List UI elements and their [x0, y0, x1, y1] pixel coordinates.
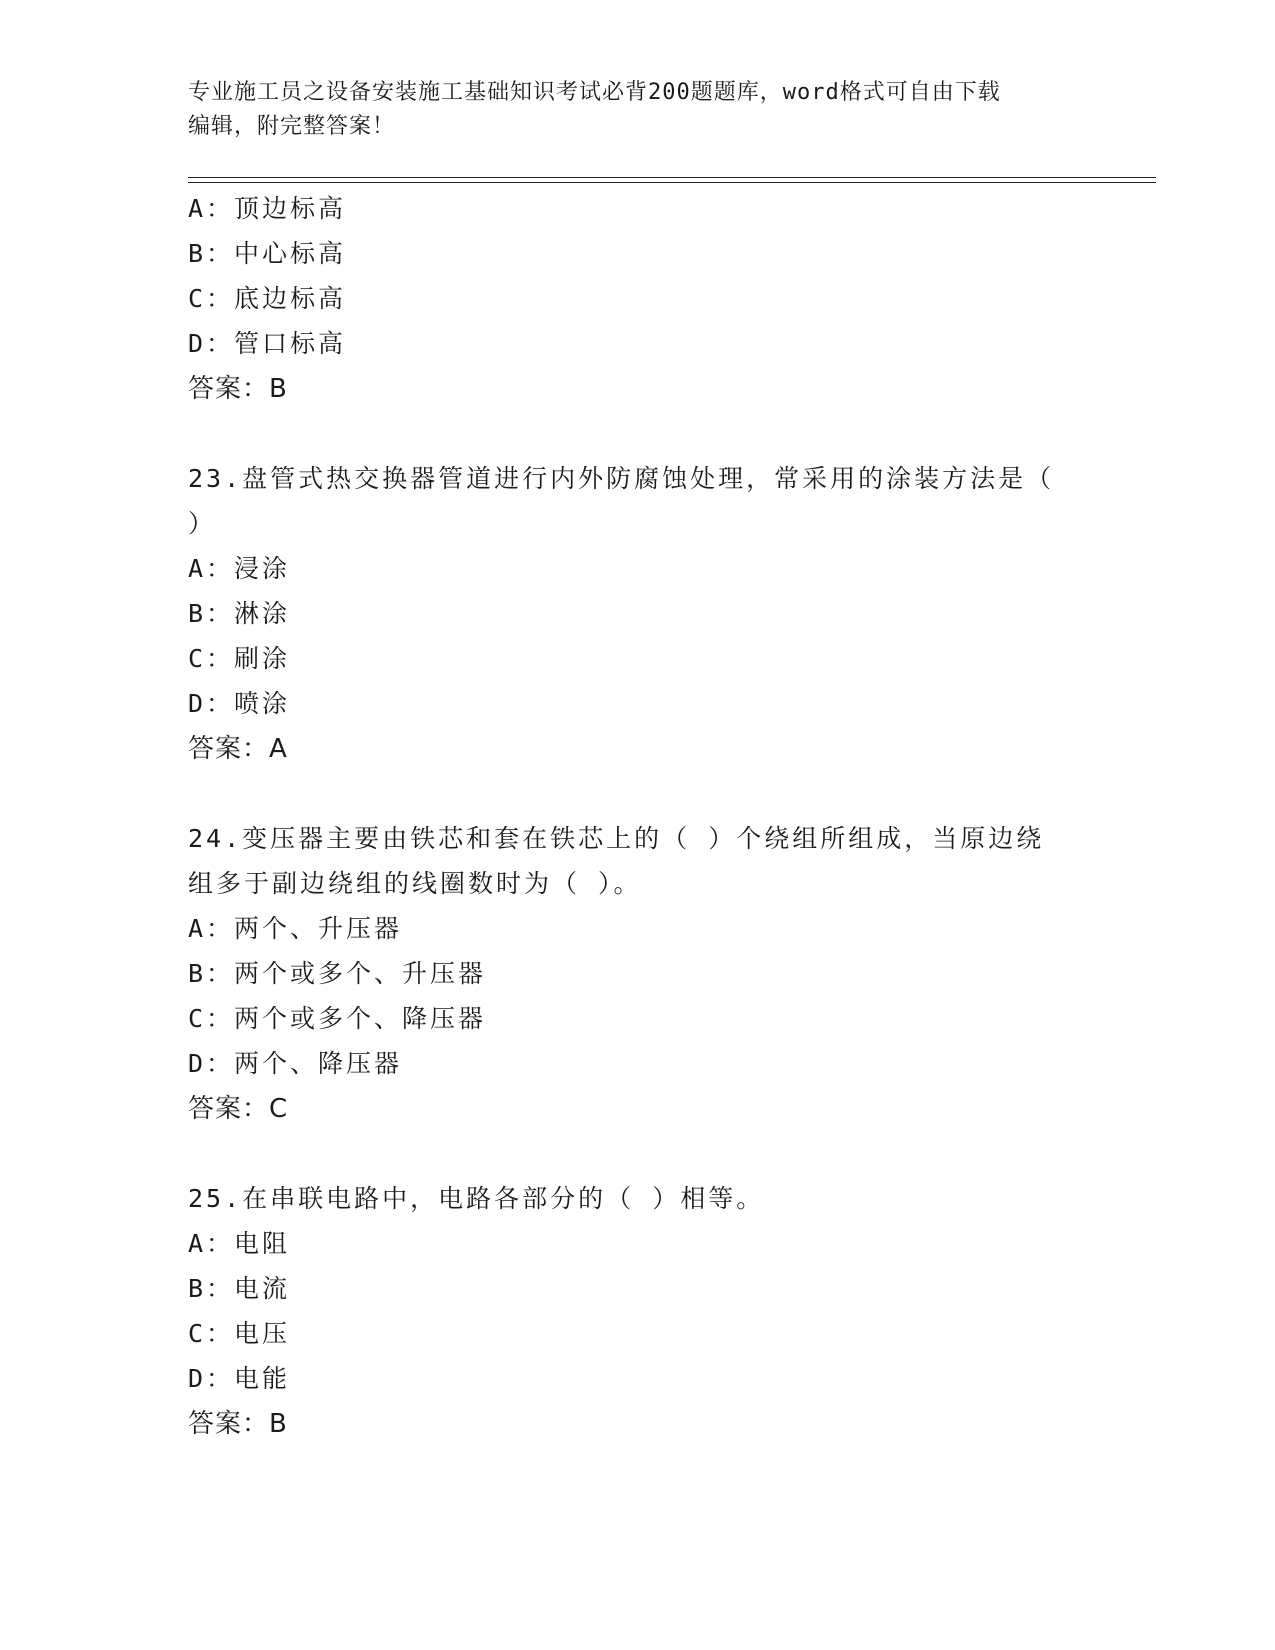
- q24-option-c: C：两个或多个、降压器: [188, 1004, 487, 1033]
- q24-option-a: A：两个、升压器: [188, 914, 403, 943]
- q23-option-c: C：刷涂: [188, 644, 291, 673]
- header-divider-bottom: [188, 182, 1156, 183]
- header-divider-top: [188, 177, 1156, 178]
- q25-question-line-1: 25.在串联电路中，电路各部分的（ ）相等。: [188, 1184, 765, 1213]
- header-line-1: 专业施工员之设备安装施工基础知识考试必背200题题库，word格式可自由下载: [188, 80, 1001, 105]
- q23-option-d: D：喷涂: [188, 689, 291, 718]
- q24-question-line-1: 24.变压器主要由铁芯和套在铁芯上的（ ）个绕组所组成，当原边绕: [188, 824, 1045, 853]
- q24-option-b: B：两个或多个、升压器: [188, 959, 487, 988]
- q23-answer: 答案：A: [188, 734, 288, 764]
- q23-option-a: A：浸涂: [188, 554, 291, 583]
- q22-option-d: D：管口标高: [188, 329, 347, 358]
- header-line-2: 编辑，附完整答案！: [188, 114, 396, 139]
- q22-option-b: B：中心标高: [188, 239, 347, 268]
- q24-option-d: D：两个、降压器: [188, 1049, 403, 1078]
- q23-option-b: B：淋涂: [188, 599, 291, 628]
- q22-option-a: A：顶边标高: [188, 194, 347, 223]
- q22-answer: 答案：B: [188, 374, 288, 404]
- q25-option-c: C：电压: [188, 1319, 291, 1348]
- q22-option-c: C：底边标高: [188, 284, 347, 313]
- q24-answer: 答案：C: [188, 1094, 289, 1124]
- document-header: [188, 76, 1088, 144]
- q25-option-b: B：电流: [188, 1274, 291, 1303]
- q25-option-d: D：电能: [188, 1364, 291, 1393]
- q25-answer: 答案：B: [188, 1409, 288, 1439]
- q23-question-line-1: 23.盘管式热交换器管道进行内外防腐蚀处理，常采用的涂装方法是（: [188, 464, 1055, 493]
- q24-question-line-2: 组多于副边绕组的线圈数时为（ ）。: [188, 869, 642, 898]
- q23-question-line-2: ）: [188, 509, 217, 538]
- q25-option-a: A：电阻: [188, 1229, 291, 1258]
